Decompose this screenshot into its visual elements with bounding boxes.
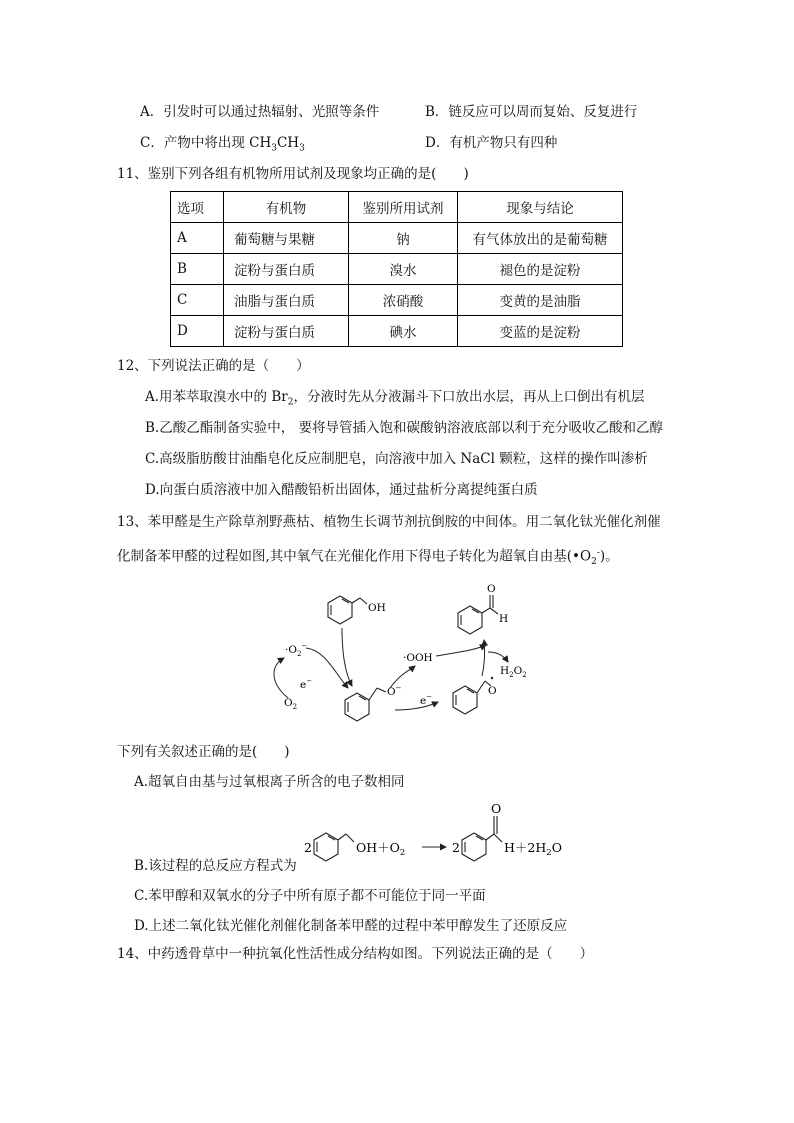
q14-stem: 14、中药透骨草中一种抗氧化性活性成分结构如图。下列说法正确的是（ ）	[117, 946, 594, 962]
table-row	[171, 254, 623, 285]
benzyl-alkoxide-structure	[345, 688, 386, 721]
table-cell: 淀粉与蛋白质	[224, 316, 349, 347]
q13-option-b-label: B.该过程的总反应方程式为	[134, 858, 297, 874]
q10-option-a: A．引发时可以通过热辐射、光照等条件	[140, 104, 380, 120]
arrow-to-ooh	[390, 666, 415, 688]
q13-option-a: A.超氧自由基与过氧根离子所含的电子数相同	[134, 774, 405, 790]
arrow-alcohol-down	[342, 628, 352, 686]
table-cell: 碘水	[349, 316, 458, 347]
q13-option-c: C.苯甲醇和双氧水的分子中所有原子都不可能位于同一平面	[134, 888, 486, 904]
q11-table	[170, 191, 623, 347]
q12-option-c: C.高级脂肪酸甘油酯皂化反应制肥皂，向溶液中加入 NaCl 颗粒，这样的操作叫渗析	[145, 451, 648, 467]
table-row	[171, 285, 623, 316]
benzaldehyde-structure	[458, 595, 498, 634]
cycle-arrow-left	[274, 658, 288, 698]
table-header-cell: 有机物	[224, 192, 349, 223]
arrow-superoxide-to-alkoxide	[306, 648, 348, 688]
benzyl-alcohol-ring	[314, 833, 354, 861]
arrow-to-benzaldehyde	[482, 640, 485, 676]
hydroperoxyl-label: ·OOH	[403, 652, 433, 664]
aldehyde-h-label: H	[499, 613, 509, 625]
q10-option-b: B．链反应可以周而复始、反复进行	[425, 104, 638, 120]
q13-reaction-diagram	[260, 578, 560, 733]
q13-option-d: D.上述二氧化钛光催化剂催化制备苯甲醛的过程中苯甲醇发生了还原反应	[134, 918, 568, 934]
table-cell: 油脂与蛋白质	[224, 285, 349, 316]
equation-reactant-text: $OH+O_2$	[356, 840, 406, 858]
benzyloxy-radical-structure	[453, 681, 491, 714]
table-header-cell: 现象与结论	[458, 192, 623, 223]
table-cell: 变蓝的是淀粉	[458, 316, 623, 347]
table-cell: 变黄的是油脂	[458, 285, 623, 316]
electron-label-2: e−	[420, 693, 433, 707]
electron-label-1: e−	[300, 677, 313, 691]
aldehyde-o-label: O	[487, 583, 496, 595]
equation-o-label: O	[491, 801, 502, 816]
q13-stem-line2: 化制备苯甲醛的过程如图,其中氧气在光催化作用下得电子转化为超氧自由基$(•O_2^-)$。	[117, 548, 619, 568]
q13-stem-line1: 13、苯甲醛是生产除草剂野燕枯、植物生长调节剂抗倒胺的中间体。用二氧化钛光催化剂催	[117, 514, 661, 530]
q13-overall-equation	[300, 800, 580, 862]
table-header-cell: 鉴别所用试剂	[349, 192, 458, 223]
oh-label: OH	[368, 602, 386, 614]
q13-lead: 下列有关叙述正确的是( )	[117, 744, 290, 760]
arrow-electron-transfer	[395, 702, 438, 710]
q12-option-b: B.乙酸乙酯制备实验中， 要将导管插入饱和碳酸钠溶液底部以利于充分吸收乙酸和乙醇	[145, 420, 664, 436]
radical-o-label: O	[488, 685, 497, 697]
arrow-to-h2o2	[488, 652, 508, 662]
table-cell: D	[171, 316, 224, 347]
oxygen-label: $O_2$	[284, 697, 298, 711]
q11-stem: 11、鉴别下列各组有机物所用试剂及现象均正确的是( )	[117, 166, 469, 182]
equation-product-text: $H+2H_2O$	[504, 840, 562, 858]
table-header-row	[171, 192, 623, 223]
table-cell: 褪色的是淀粉	[458, 254, 623, 285]
table-cell: 葡萄糖与果糖	[224, 223, 349, 254]
q10-option-c: C．产物中将出现 $CH_3CH_3$	[140, 135, 305, 154]
superoxide-label: $\cdot O_2^-$	[285, 642, 308, 658]
table-cell: 淀粉与蛋白质	[224, 254, 349, 285]
table-row	[171, 316, 623, 347]
alkoxide-o-label: O−	[387, 684, 402, 698]
table-cell: C	[171, 285, 224, 316]
q12-option-d: D.向蛋白质溶液中加入醋酸铅析出固体，通过盐析分离提纯蛋白质	[145, 482, 538, 498]
table-cell: B	[171, 254, 224, 285]
table-cell: 钠	[349, 223, 458, 254]
q12-stem: 12、下列说法正确的是（ ）	[117, 358, 310, 374]
table-header-cell: 选项	[171, 192, 224, 223]
table-cell: 浓硝酸	[349, 285, 458, 316]
benzaldehyde-ring	[462, 816, 502, 861]
h2o2-label: $H_2O_2$	[500, 665, 527, 679]
q10-option-d: D．有机产物只有四种	[425, 135, 558, 151]
table-cell: A	[171, 223, 224, 254]
benzyl-alcohol-structure	[328, 596, 367, 624]
coefficient-2: 2	[452, 840, 460, 855]
coefficient-1: 2	[304, 840, 312, 855]
table-cell: 溴水	[349, 254, 458, 285]
q12-option-a: A.用苯萃取溴水中的 $Br_2$，分液时先从分液漏斗下口放出水层，再从上口倒出有机层	[145, 389, 645, 408]
table-row	[171, 223, 623, 254]
table-cell: 有气体放出的是葡萄糖	[458, 223, 623, 254]
radical-dot	[491, 677, 493, 679]
arrow-ooh-to-product	[436, 645, 486, 656]
